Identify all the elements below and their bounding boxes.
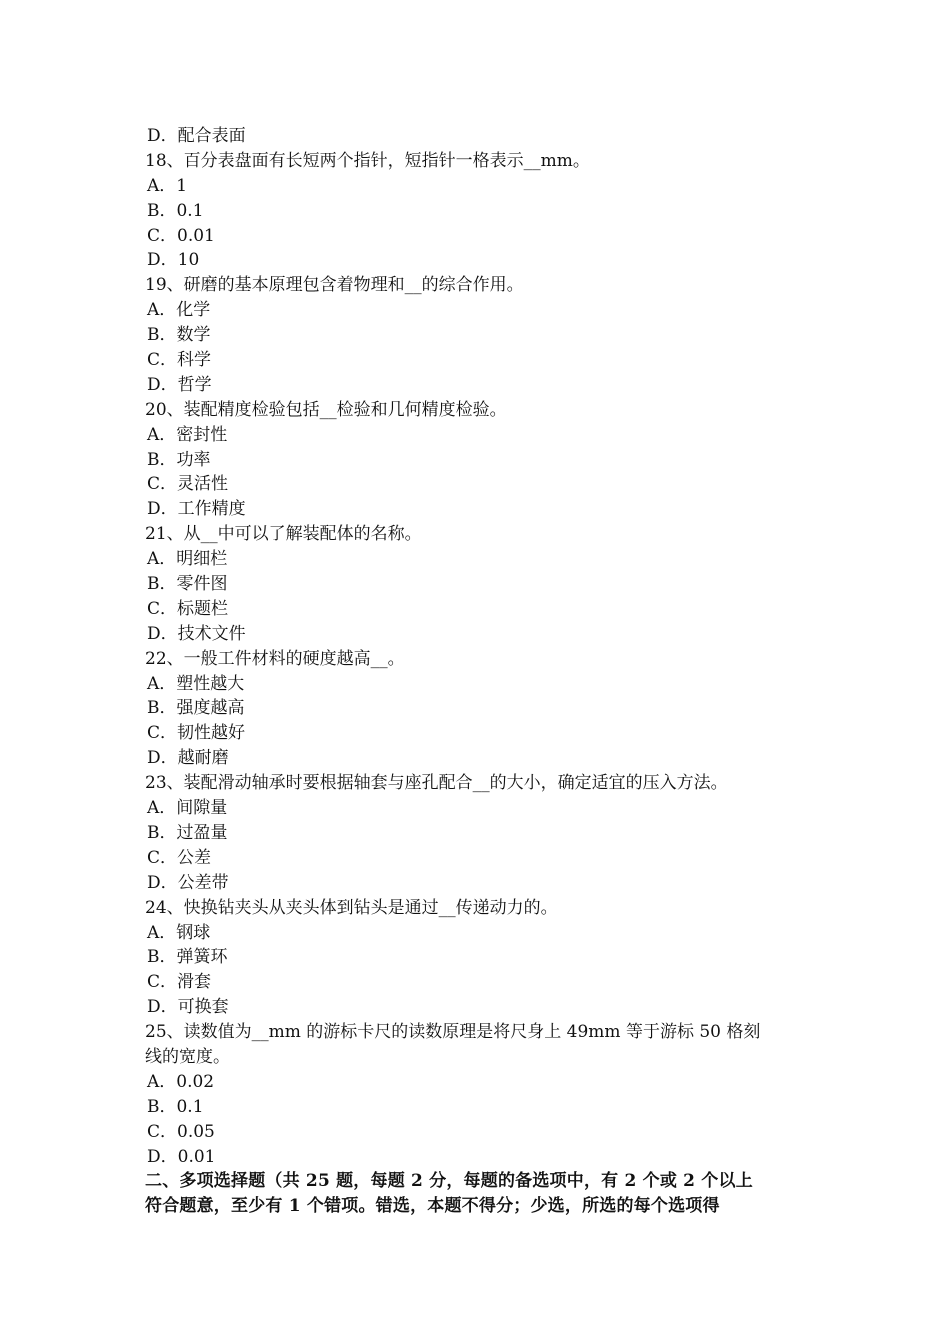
question-stem: 20、装配精度检验包括__检验和几何精度检验。 bbox=[145, 399, 507, 420]
answer-option: B．0.1 bbox=[147, 1096, 204, 1117]
answer-option: C．滑套 bbox=[147, 972, 212, 993]
answer-option: C．灵活性 bbox=[147, 474, 229, 495]
answer-option: C．韧性越好 bbox=[147, 723, 246, 744]
question-stem: 18、百分表盘面有长短两个指针，短指针一格表示__mm。 bbox=[145, 150, 590, 171]
answer-option: B．强度越高 bbox=[147, 698, 245, 719]
answer-option: A．1 bbox=[147, 175, 188, 196]
question-stem: 24、快换钻夹头从夹头体到钻头是通过__传递动力的。 bbox=[145, 897, 558, 918]
answer-option: A．明细栏 bbox=[147, 549, 228, 570]
question-list bbox=[145, 124, 810, 1219]
answer-option: A．化学 bbox=[147, 300, 211, 321]
answer-option: D．公差带 bbox=[147, 872, 229, 893]
answer-option: D．10 bbox=[147, 250, 200, 271]
answer-option: A．间隙量 bbox=[147, 798, 228, 819]
answer-option: D．配合表面 bbox=[147, 126, 246, 146]
answer-option: B．0.1 bbox=[147, 200, 204, 221]
answer-option: D．哲学 bbox=[147, 374, 212, 395]
section-heading-line-1: 二、多项选择题（共 25 题，每题 2 分，每题的备选项中，有 2 个或 2 个以上 bbox=[145, 1171, 753, 1192]
answer-option: D．技术文件 bbox=[147, 623, 246, 644]
question-stem: 25、读数值为__mm 的游标卡尺的读数原理是将尺身上 49mm 等于游标 50 格刻 bbox=[145, 1022, 761, 1043]
answer-option: D．工作精度 bbox=[147, 499, 246, 520]
answer-option: B．功率 bbox=[147, 449, 211, 470]
answer-option: B．数学 bbox=[147, 325, 211, 346]
answer-option: C．标题栏 bbox=[147, 598, 229, 619]
answer-option: C．公差 bbox=[147, 847, 212, 868]
answer-option: A．0.02 bbox=[147, 1071, 215, 1092]
question-stem: 23、装配滑动轴承时要根据轴套与座孔配合__的大小，确定适宜的压入方法。 bbox=[145, 773, 728, 794]
answer-option: A．塑性越大 bbox=[147, 673, 245, 694]
answer-option: C．科学 bbox=[147, 350, 212, 371]
answer-option: D．0.01 bbox=[147, 1146, 216, 1167]
answer-option: B．零件图 bbox=[147, 574, 228, 595]
answer-option: B．弹簧环 bbox=[147, 947, 228, 968]
answer-option: A．钢球 bbox=[147, 922, 211, 943]
answer-option: C．0.05 bbox=[147, 1121, 215, 1142]
answer-option: B．过盈量 bbox=[147, 822, 228, 843]
answer-option: C．0.01 bbox=[147, 225, 215, 246]
section-heading-line-2: 符合题意，至少有 1 个错项。错选，本题不得分；少选，所选的每个选项得 bbox=[145, 1196, 720, 1217]
question-stem: 21、从__中可以了解装配体的名称。 bbox=[145, 524, 422, 545]
question-stem: 22、一般工件材料的硬度越高__。 bbox=[145, 648, 405, 669]
question-stem: 19、研磨的基本原理包含着物理和__的综合作用。 bbox=[145, 275, 524, 296]
answer-option: D．越耐磨 bbox=[147, 748, 229, 769]
answer-option: A．密封性 bbox=[147, 424, 228, 445]
answer-option: D．可换套 bbox=[147, 997, 229, 1018]
question-stem: 线的宽度。 bbox=[145, 1046, 230, 1067]
